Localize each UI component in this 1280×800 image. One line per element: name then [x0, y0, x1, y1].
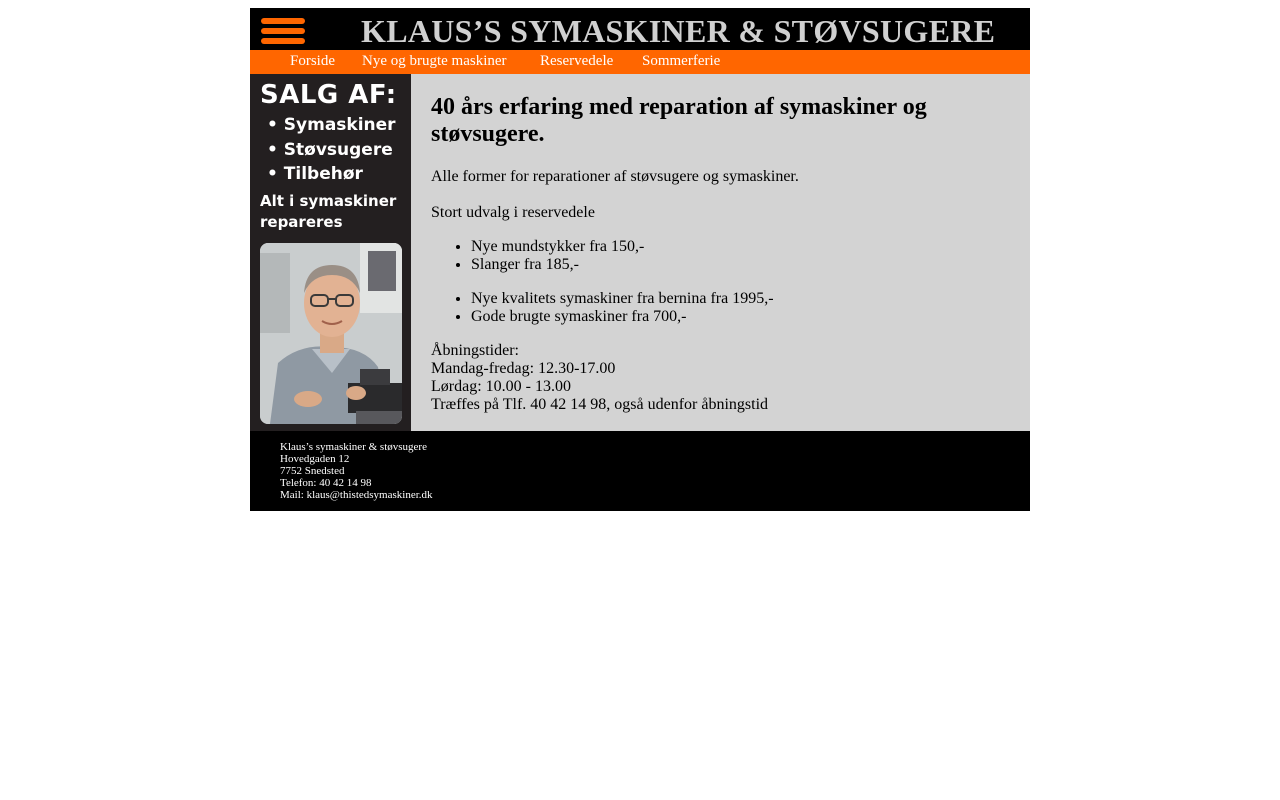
list-item: • Slanger fra 185,-: [471, 256, 644, 274]
sidebar-item-stovsugere: • Støvsugere: [267, 140, 393, 160]
footer-company-name: Klaus’s symaskiner & støvsugere: [280, 441, 427, 453]
nav-item-nye-og-brugte-maskiner[interactable]: Nye og brugte maskiner: [362, 53, 507, 69]
nav-item-reservedele[interactable]: Reservedele: [540, 53, 614, 69]
site-header: [250, 8, 1030, 50]
opening-hours-phone: Træffes på Tlf. 40 42 14 98, også udenfor åbningstid: [431, 396, 769, 413]
content-area: [411, 74, 1030, 431]
page-heading: 40 års erfaring med reparation af symaskiner og støvsugere.: [431, 94, 927, 147]
footer-mail: Mail: klaus@thistedsymaskiner.dk: [280, 489, 433, 501]
parts-paragraph: Stort udvalg i reservedele: [431, 204, 595, 221]
opening-hours-saturday: Lørdag: 10.00 - 13.00: [431, 378, 571, 395]
site-title: KLAUS’S SYMASKINER & STØVSUGERE: [361, 13, 996, 49]
photo-illustration: [260, 243, 402, 424]
repair-paragraph: Alle former for reparationer af støvsugere og symaskiner.: [431, 168, 799, 185]
footer-address: [280, 441, 433, 501]
sidebar-item-symaskiner: • Symaskiner: [267, 115, 396, 135]
list-item: • Gode brugte symaskiner fra 700,-: [471, 308, 774, 326]
site-footer: [250, 431, 1030, 511]
opening-hours-weekday: Mandag-fredag: 12.30-17.00: [431, 360, 616, 377]
nav-item-sommerferie[interactable]: Sommerferie: [642, 53, 721, 69]
hamburger-logo-icon: [261, 18, 305, 44]
main-nav: [250, 50, 1030, 74]
main-area: [250, 74, 1030, 431]
list-item: • Nye mundstykker fra 150,-: [471, 238, 644, 256]
footer-street: Hovedgaden 12: [280, 453, 350, 465]
sidebar-item-tilbehor: • Tilbehør: [267, 164, 363, 184]
list-item: • Nye kvalitets symaskiner fra bernina fra 1995,-: [471, 290, 774, 308]
sidebar: [250, 74, 411, 431]
machines-price-list: [431, 290, 774, 326]
sidebar-heading: SALG AF:: [260, 80, 397, 110]
nav-item-forside[interactable]: Forside: [290, 53, 335, 69]
parts-price-list: [431, 238, 644, 274]
page-container: [250, 8, 1030, 511]
man-with-sewing-machine-photo: [260, 243, 402, 424]
sidebar-repair-note: Alt i symaskiner repareres: [260, 192, 397, 231]
footer-city: 7752 Snedsted: [280, 465, 345, 477]
footer-phone: Telefon: 40 42 14 98: [280, 477, 372, 489]
opening-hours-title: Åbningstider:: [431, 342, 519, 359]
